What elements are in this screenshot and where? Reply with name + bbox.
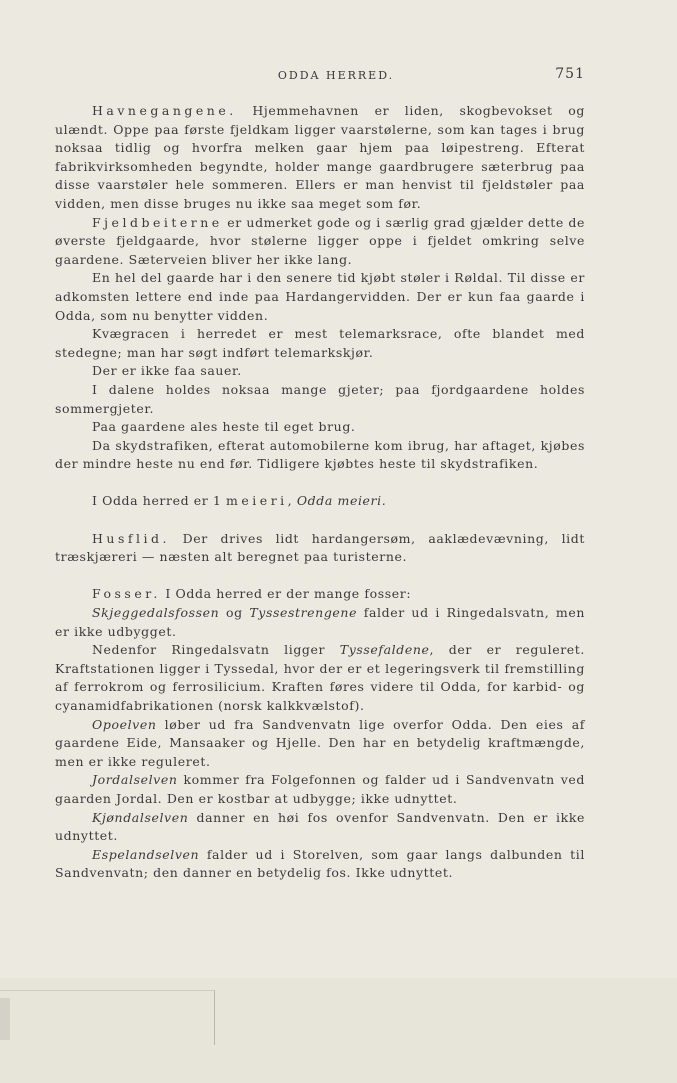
paragraph-text: falder ud i Ringedalsvatn, men er ikke udbygget.: [55, 605, 586, 639]
paragraph-text: Nedenfor Ringedalsvatn ligger: [92, 642, 340, 658]
paragraph-sauer: Der er ikke faa sauer.: [92, 363, 242, 379]
paragraph-jordalselven: [55, 771, 585, 808]
paragraph-opoelven: [55, 716, 585, 772]
paragraph-meieri: [55, 492, 585, 511]
scan-edge: [0, 990, 215, 1045]
italic-name: Tyssestrengene: [249, 605, 358, 621]
paragraph-havnegangene: [55, 102, 585, 214]
section-lead: Fjeldbeiterne: [92, 214, 223, 230]
paragraph-text: , der er reguleret. Kraftstationen ligger i Tyssedal, hvor der er et legeringsverk til fremstilling af ferrokrom og ferrosilicium. Kraften føres videre til Odda, for karbid- og cyanamidfabrikationen (norsk kalkkvælstof).: [55, 642, 585, 713]
italic-name: Tyssefaldene: [339, 642, 430, 658]
paragraph-text: I Odda herred er 1: [92, 493, 227, 509]
page-header: [87, 66, 585, 86]
paragraph-fosser: [55, 585, 585, 604]
paragraph-text: I Odda herred er der mange fosser:: [160, 586, 412, 602]
paragraph-text: løber ud fra Sandvenvatn lige overfor Odda. Den eies af gaardene Eide, Mansaaker og Hjelle. Den har en betydelig kraftmængde, men er ikke reguleret.: [55, 716, 585, 769]
italic-name: Kjøndalselven: [92, 809, 189, 825]
italic-name: Opoelven: [92, 716, 157, 732]
paragraph-heste: Paa gaardene ales heste til eget brug.: [92, 419, 356, 435]
italic-name: Jordalselven: [92, 772, 178, 788]
paragraph-text: kommer fra Folgefonnen og falder ud i Sandvenvatn ved gaarden Jordal. Den er kostbar at udbygge; ikke udnyttet.: [55, 772, 585, 806]
section-lead: Fosser.: [92, 586, 161, 602]
section-lead: Husflid.: [92, 530, 170, 546]
body-text: [55, 102, 585, 883]
paragraph-text: er udmerket gode og i særlig grad gjælder dette de øverste fjeldgaarde, hvor stølerne ligger oppe i fjeldet omkring selve gaardene. Sæterveien bliver her ikke lang.: [55, 214, 585, 267]
scan-edge-mark: [0, 998, 10, 1040]
paragraph-fjeldbeiterne: [55, 214, 585, 270]
page-number: 751: [555, 66, 585, 82]
paragraph-text: og: [219, 605, 250, 621]
paragraph-kvaegracen: Kvægracen i herredet er mest telemarksrace, ofte blandet med stedegne; man har søgt indført telemarkskjør.: [55, 326, 585, 360]
paragraph-text: Hjemmehavnen er liden, skogbevokset og ulændt. Oppe paa første fjeldkam ligger vaarstølerne, som kan tages i brug noksaa tidlig og hvorfra melken gaar hjem paa løipestreng. Efterat fabrikvirksomheden begyndte, holder mange gaardbrugere sæterbrug paa disse vaarstøler hele sommeren. Ellers er man henvist til fjeldstøler paa vidden, men disse bruges nu ikke saa meget som før.: [55, 103, 585, 211]
spacer: [55, 567, 585, 586]
paragraph-kjondalselven: [55, 809, 585, 846]
paragraph-gjeter: I dalene holdes noksaa mange gjeter; paa fjordgaardene holdes sommergjeter.: [55, 381, 585, 416]
running-title: ODDA HERRED.: [277, 69, 395, 82]
paragraph-espelandselven: [55, 846, 585, 883]
spacer: [55, 474, 585, 493]
paragraph-text: danner en høi fos ovenfor Sandvenvatn. Den er ikke udnyttet.: [55, 809, 585, 844]
paragraph-tyssefaldene: [55, 641, 585, 715]
spacer: [55, 511, 585, 530]
paragraph-text: Der drives lidt hardangersøm, aaklædevævning, lidt træskjæreri — næsten alt beregnet paa turisterne.: [55, 530, 585, 565]
section-lead: Havnegangene.: [92, 103, 237, 118]
paragraph-text: ,: [287, 493, 297, 509]
paragraph-stoler: En hel del gaarde har i den senere tid kjøbt støler i Røldal. Til disse er adkomsten lettere end inde paa Hardangervidden. Der er kun faa gaarde i Odda, som nu benytter vidden.: [55, 270, 585, 323]
paragraph-text: falder ud i Storelven, som gaar langs dalbunden til Sandvenvatn; den danner en betydelig fos. Ikke udnyttet.: [55, 846, 585, 881]
italic-name: Skjeggedalsfossen: [92, 605, 220, 621]
spaced-word: meieri: [226, 493, 288, 509]
paragraph-skjeggedalsfossen: [55, 604, 585, 641]
italic-name: Espelandselven: [92, 846, 200, 862]
paragraph-husflid: [55, 530, 585, 567]
italic-name: Odda meieri.: [296, 493, 387, 509]
paragraph-skydstrafiken: Da skydstrafiken, efterat automobilerne kom ibrug, har aftaget, kjøbes der mindre heste nu end før. Tidligere kjøbtes heste til skydstrafiken.: [55, 437, 585, 472]
